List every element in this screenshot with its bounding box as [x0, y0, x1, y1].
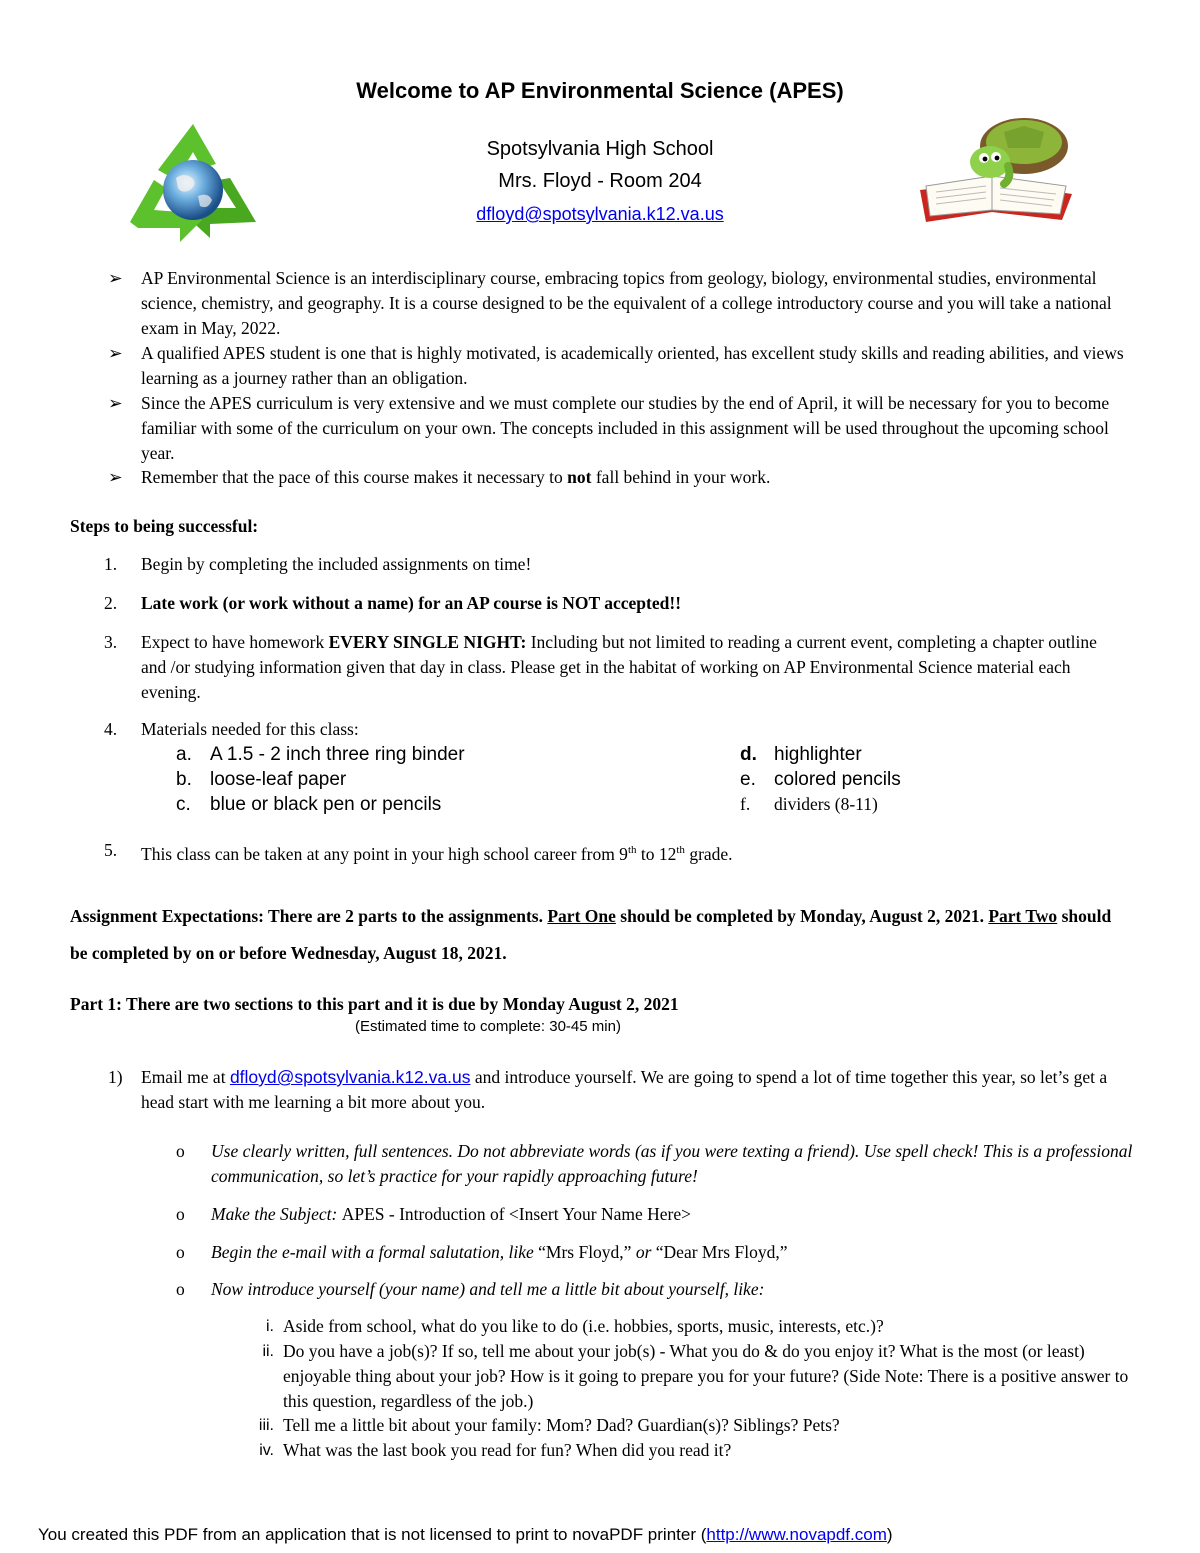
teacher-room: Mrs. Floyd - Room 204 [498, 170, 702, 192]
school-name: Spotsylvania High School [486, 138, 714, 160]
material-item: f. dividers (8-11) [740, 794, 878, 814]
bullet-arrow-icon: ➢ [108, 467, 123, 487]
instruction-2: Make the Subject: APES - Introduction of <Insert Your Name Here> [211, 1204, 691, 1224]
part1-heading: Part 1: There are two sections to this part and it is due by Monday August 2, 2021 [70, 994, 679, 1014]
bullet-arrow-icon: ➢ [108, 393, 123, 413]
novapdf-link[interactable]: http://www.novapdf.com [706, 1525, 887, 1544]
intro-bullet-4: Remember that the pace of this course makes it necessary to not fall behind in your work. [141, 467, 771, 487]
email-link[interactable]: dfloyd@spotsylvania.k12.va.us [229, 1067, 471, 1087]
recycle-globe-icon [118, 118, 268, 256]
estimated-time: (Estimated time to complete: 30-45 min) [355, 1018, 621, 1035]
bullet-arrow-icon: ➢ [108, 343, 123, 363]
intro-bullet-1: AP Environmental Science is an interdisciplinary course, embracing topics from geology, biology, environmental studies, environmental science, chemistry, and geography. It is a course designed to be the equivalent of a college introductory course and you will take a national exam in May, 2022. [141, 268, 1112, 338]
materials-list-right [740, 742, 901, 817]
instruction-4: Now introduce yourself (your name) and tell me a little bit about yourself, like: [211, 1279, 765, 1299]
question-iii: Tell me a little bit about your family: Mom? Dad? Guardian(s)? Siblings? Pets? [283, 1415, 840, 1435]
material-item: b. loose-leaf paper [176, 769, 347, 790]
material-item: d. highlighter [740, 744, 862, 765]
step-5: This class can be taken at any point in your high school career from 9th to 12th grade. [141, 843, 733, 864]
material-item: c. blue or black pen or pencils [176, 794, 442, 815]
material-item: e. colored pencils [740, 769, 901, 790]
bullet-arrow-icon: ➢ [108, 268, 123, 288]
step-3: Expect to have homework EVERY SINGLE NIGHT: Including but not limited to reading a current event, completing a chapter outline and /or studying information given that day in class. Please get in the habitat of working on AP Environmental Science material each evening. [141, 632, 1097, 702]
steps-heading: Steps to being successful: [70, 516, 259, 536]
materials-list-left [176, 742, 465, 817]
instruction-1: Use clearly written, full sentences. Do not abbreviate words (as if you were texting a friend). Use spell check! This is a professional communication, so let’s practice for your rapidly approaching future! [211, 1141, 1133, 1186]
step-2: Late work (or work without a name) for an AP course is NOT accepted!! [141, 593, 682, 613]
question-iv: What was the last book you read for fun? When did you read it? [283, 1440, 732, 1460]
assignment-expectations: Assignment Expectations: There are 2 parts to the assignments. Part One should be completed by Monday, August 2, 2021. Part Two should be completed by on or before Wednesday, August 18, 2021. [70, 906, 1112, 963]
intro-bullet-2: A qualified APES student is one that is highly motivated, is academically oriented, has excellent study skills and reading abilities, and views learning as a journey rather than an obligation. [141, 343, 1124, 388]
question-i: Aside from school, what do you like to do (i.e. hobbies, sports, music, interests, etc.)? [283, 1316, 884, 1336]
intro-bullet-3: Since the APES curriculum is very extensive and we must complete our studies by the end of April, it will be necessary for you to become familiar with some of the curriculum on your own. The concepts included in this assignment will be used throughout the upcoming school year. [141, 393, 1110, 463]
page-title: Welcome to AP Environmental Science (APES) [356, 78, 844, 103]
question-ii: Do you have a job(s)? If so, tell me about your job(s) - What you do & do you enjoy it? What is the most (or least) enjoyable thing about your job? How is it going to prepare you for your future? (Side Note: There is a positive answer to this question, regardless of the job.) [283, 1341, 1129, 1411]
footer-notice: You created this PDF from an application that is not licensed to print to novaPDF printer (http://www.novapdf.com) [38, 1525, 893, 1544]
turtle-reading-book-icon [912, 112, 1082, 232]
header-email-link[interactable]: dfloyd@spotsylvania.k12.va.us [476, 204, 724, 224]
step-1: Begin by completing the included assignments on time! [141, 554, 532, 574]
step-4: Materials needed for this class: [141, 719, 359, 739]
part1-item-1: Email me at dfloyd@spotsylvania.k12.va.us and introduce yourself. We are going to spend a lot of time together this year, so let’s get a head start with me learning a bit more about you. [141, 1067, 1108, 1112]
instruction-3: Begin the e-mail with a formal salutation, like “Mrs Floyd,” or “Dear Mrs Floyd,” [211, 1242, 788, 1262]
material-item: a. A 1.5 - 2 inch three ring binder [176, 744, 465, 765]
